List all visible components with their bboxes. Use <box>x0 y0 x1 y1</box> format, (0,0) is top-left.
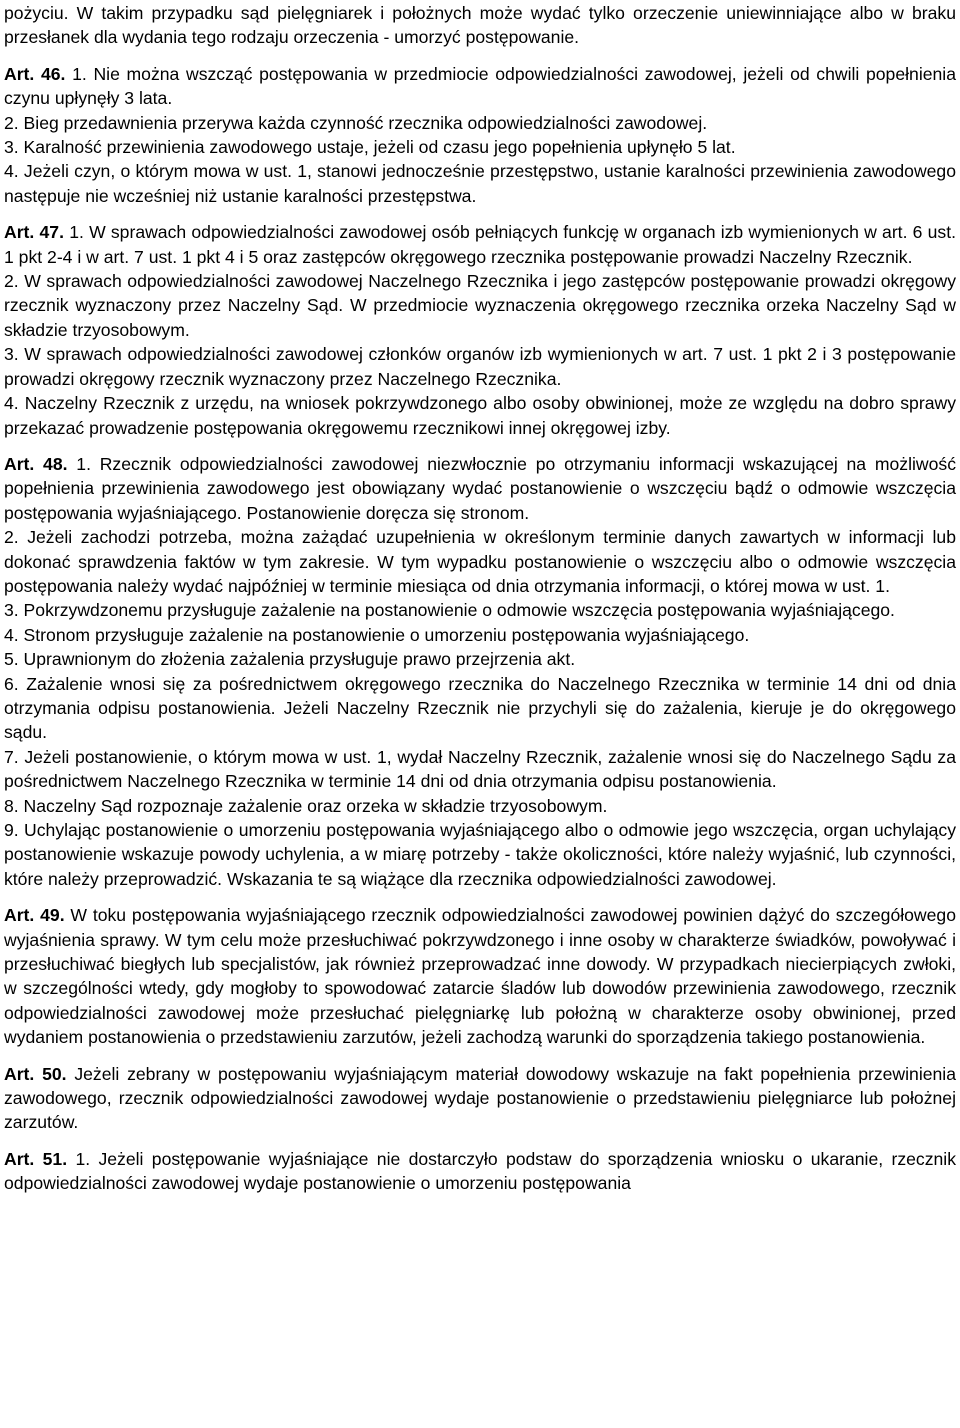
continuation-paragraph: pożyciu. W takim przypadku sąd pielęgniarek i położnych może wydać tylko orzeczenie uniewinniające albo w braku przesłanek dla wydania tego rodzaju orzeczenia - umorzyć postępowanie. <box>4 3 956 48</box>
article-46 <box>4 62 956 208</box>
article-label: Art. 46. <box>4 63 66 84</box>
article-paragraph: 7. Jeżeli postanowienie, o którym mowa w ust. 1, wydał Naczelny Rzecznik, zażalenie wnosi się do Naczelnego Sądu za pośrednictwem Naczelnego Rzecznika w terminie 14 dni od dnia otrzymania odpisu postanowienia. <box>4 746 956 792</box>
article-paragraph: 9. Uchylając postanowienie o umorzeniu postępowania wyjaśniającego albo o odmowie jego wszczęcia, organ uchylający postanowienie wskazuje powody uchylenia, a w miarę potrzeby - także okoliczności, które należy wyjaśnić, lub czynności, które należy przeprowadzić. Wskazania te są wiążące dla rzecznika odpowiedzialności zawodowej. <box>4 820 956 889</box>
article-label: Art. 49. <box>4 905 65 926</box>
article-paragraph: 2. Bieg przedawnienia przerywa każda czynność rzecznika odpowiedzialności zawodowej. <box>4 112 708 133</box>
article-paragraph: 4. Jeżeli czyn, o którym mowa w ust. 1, stanowi jednocześnie przestępstwo, ustanie karalności przewinienia zawodowego następuje nie wcześniej niż ustanie karalności przestępstwa. <box>4 161 956 206</box>
article-label: Art. 47. <box>4 222 64 243</box>
article-paragraph <box>4 1062 956 1135</box>
article-paragraph: 8. Naczelny Sąd rozpoznaje zażalenie oraz orzeka w składzie trzyosobowym. <box>4 795 608 816</box>
article-paragraph: 4. Stronom przysługuje zażalenie na postanowienie o umorzeniu postępowania wyjaśniającego. <box>4 624 750 645</box>
article-paragraph: 6. Zażalenie wnosi się za pośrednictwem okręgowego rzecznika do Naczelnego Rzecznika w terminie 14 dni od dnia otrzymania odpisu postanowienia. Jeżeli Naczelny Rzecznik nie przychyli się do zażalenia, kieruje je do okręgowego sądu. <box>4 673 956 743</box>
article-48 <box>4 452 956 891</box>
article-paragraph: 3. W sprawach odpowiedzialności zawodowej członków organów izb wymienionych w art. 7 ust. 1 pkt 2 i 3 postępowanie prowadzi okręgowy rzecznik wyznaczony przez Naczelnego Rzecznika. <box>4 344 956 389</box>
article-paragraph: 3. Pokrzywdzonemu przysługuje zażalenie na postanowienie o odmowie wszczęcia postępowania wyjaśniającego. <box>4 600 895 621</box>
paragraph-text: 1. Jeżeli postępowanie wyjaśniające nie dostarczyło podstaw do sporządzenia wniosku o ukaranie, rzecznik odpowiedzialności zawodowej wydaje postanowienie o umorzeniu postępowania <box>4 1148 956 1194</box>
article-paragraph: 4. Naczelny Rzecznik z urzędu, na wniosek pokrzywdzonego albo osoby obwinionej, może ze względu na dobro sprawy przekazać prowadzenie postępowania okręgowemu rzecznikowi innej okręgowej izby. <box>4 393 956 438</box>
article-paragraph <box>4 1147 956 1196</box>
article-label: Art. 51. <box>4 1148 68 1169</box>
paragraph-text: 1. Rzecznik odpowiedzialności zawodowej niezwłocznie po otrzymaniu informacji wskazującej na możliwość popełnienia przewinienia zawodowego jest obowiązany wydać postanowienie o wszczęciu bądź o odmowie wszczęcia postępowania wyjaśniającego. Postanowienie doręcza się stronom. <box>4 453 956 523</box>
article-paragraph: 5. Uprawnionym do złożenia zażalenia przysługuje prawo przejrzenia akt. <box>4 649 576 670</box>
paragraph-text: Jeżeli zebrany w postępowaniu wyjaśniającym materiał dowodowy wskazuje na fakt popełnienia przewinienia zawodowego, rzecznik odpowiedzialności zawodowej wydaje postanowienie o przedstawieniu pielęgniarce lub położnej zarzutów. <box>4 1063 956 1133</box>
article-50 <box>4 1062 956 1135</box>
article-47 <box>4 220 956 440</box>
article-51 <box>4 1147 956 1196</box>
paragraph-text: 1. W sprawach odpowiedzialności zawodowej osób pełniących funkcję w organach izb wymienionych w art. 6 ust. 1 pkt 2-4 i w art. 7 ust. 1 pkt 4 i 5 oraz zastępców okręgowego rzecznika postępowanie prowadzi Naczelny Rzecznik. <box>4 222 957 267</box>
article-label: Art. 48. <box>4 453 68 474</box>
article-label: Art. 50. <box>4 1063 67 1084</box>
article-paragraph: 2. Jeżeli zachodzi potrzeba, można zażądać uzupełnienia w określonym terminie danych zawartych w informacji lub dokonać sprawdzenia faktów w tym zakresie. W tym wypadku postanowienie o wszczęciu albo o odmowie wszczęcia postępowania należy wydać najpóźniej w terminie miesiąca od dnia otrzymania informacji, o której mowa w ust. 1. <box>4 527 956 596</box>
article-paragraph <box>4 220 956 269</box>
article-paragraph <box>4 903 956 1049</box>
paragraph-text: 1. Nie można wszcząć postępowania w przedmiocie odpowiedzialności zawodowej, jeżeli od chwili popełnienia czynu upłynęły 3 lata. <box>4 63 956 109</box>
article-paragraph: 2. W sprawach odpowiedzialności zawodowej Naczelnego Rzecznika i jego zastępców postępowanie prowadzi okręgowy rzecznik wyznaczony przez Naczelny Sąd. W przedmiocie wyznaczenia okręgowego rzecznika orzeka Naczelny Sąd w składzie trzyosobowym. <box>4 271 956 340</box>
article-paragraph: 3. Karalność przewinienia zawodowego ustaje, jeżeli od czasu jego popełnienia upłynęło 5 lat. <box>4 137 736 158</box>
article-paragraph <box>4 452 956 525</box>
paragraph-text: W toku postępowania wyjaśniającego rzecznik odpowiedzialności zawodowej powinien dążyć do szczegółowego wyjaśnienia sprawy. W tym celu może przesłuchiwać pokrzywdzonego i inne osoby w charakterze świadków, powoływać i przesłuchiwać biegłych lub specjalistów, jak również przeprowadzać inne dowody. W przypadkach niecierpiących zwłoki, w szczególności wtedy, gdy mogłoby to spowodować zatarcie śladów lub dowodów przewinienia zawodowego, rzecznik odpowiedzialności zawodowej może przesłuchać pielęgniarkę lub położną w charakterze osoby obwinionej, przed wydaniem postanowienia o przedstawieniu zarzutów, jeżeli zachodzą warunki do sporządzenia takiego postanowienia. <box>4 905 956 1048</box>
article-paragraph <box>4 62 956 111</box>
article-49 <box>4 903 956 1049</box>
